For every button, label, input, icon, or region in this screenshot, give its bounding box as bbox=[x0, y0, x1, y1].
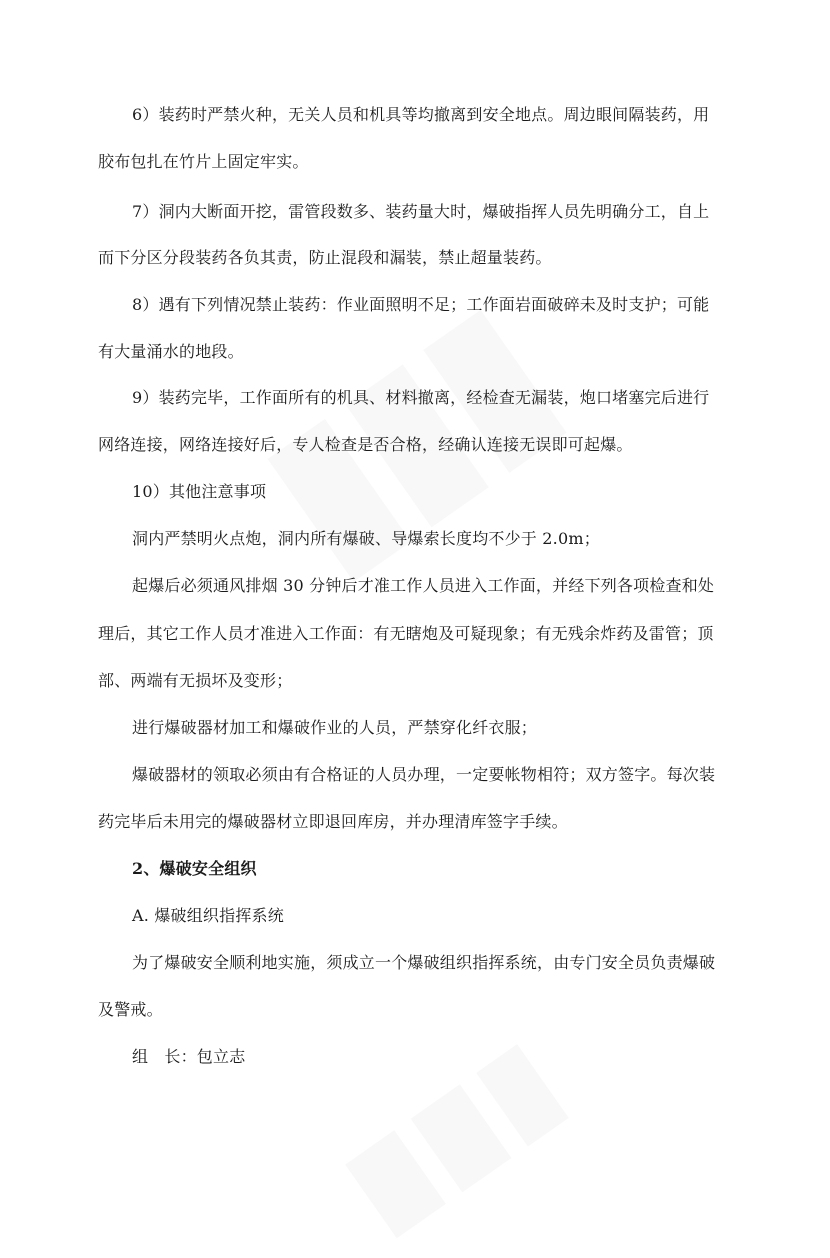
rule-materials-line-2: 药完毕后未用完的爆破器材立即退回库房，并办理清库签字手续。 bbox=[98, 812, 568, 831]
rule-open-flame: 洞内严禁明火点炮，洞内所有爆破、导爆索长度均不少于 2.0m； bbox=[132, 529, 600, 548]
org-intro-line-1: 为了爆破安全顺利地实施，须成立一个爆破组织指挥系统，由专门安全员负责爆破 bbox=[132, 953, 716, 972]
item-6-line-2: 胶布包扎在竹片上固定牢实。 bbox=[98, 152, 309, 171]
item-7-line-1: 7）洞内大断面开挖，雷管段数多、装药量大时，爆破指挥人员先明确分工，自上 bbox=[132, 202, 710, 221]
item-9-line-2: 网络连接，网络连接好后，专人检查是否合格，经确认连接无误即可起爆。 bbox=[98, 435, 633, 454]
item-6-line-1: 6）装药时严禁火种，无关人员和机具等均撤离到安全地点。周边眼间隔装药，用 bbox=[132, 105, 710, 124]
item-9-line-1: 9）装药完毕，工作面所有的机具、材料撤离，经检查无漏装，炮口堵塞完后进行 bbox=[132, 388, 710, 407]
subsection-a-heading: A. 爆破组织指挥系统 bbox=[132, 906, 284, 925]
item-8-line-1: 8）遇有下列情况禁止装药：作业面照明不足；工作面岩面破碎未及时支护；可能 bbox=[132, 295, 710, 314]
section-2-heading: 2、爆破安全组织 bbox=[132, 859, 257, 878]
rule-materials-line-1: 爆破器材的领取必须由有合格证的人员办理，一定要帐物相符；双方签字。每次装 bbox=[132, 765, 716, 784]
item-10-heading: 10）其他注意事项 bbox=[132, 482, 267, 501]
group-leader: 组 长：包立志 bbox=[132, 1047, 246, 1066]
item-7-line-2: 而下分区分段装药各负其责，防止混段和漏装，禁止超量装药。 bbox=[98, 248, 552, 267]
item-8-line-2: 有大量涌水的地段。 bbox=[98, 342, 244, 361]
org-intro-line-2: 及警戒。 bbox=[98, 1000, 163, 1019]
rule-clothing: 进行爆破器材加工和爆破作业的人员，严禁穿化纤衣服； bbox=[132, 718, 538, 737]
rule-ventilation-line-3: 部、两端有无损坏及变形； bbox=[98, 671, 293, 690]
rule-ventilation-line-1: 起爆后必须通风排烟 30 分钟后才准工作人员进入工作面，并经下列各项检查和处 bbox=[132, 576, 715, 595]
rule-ventilation-line-2: 理后，其它工作人员才准进入工作面：有无瞎炮及可疑现象；有无残余炸药及雷管；顶 bbox=[98, 624, 714, 643]
